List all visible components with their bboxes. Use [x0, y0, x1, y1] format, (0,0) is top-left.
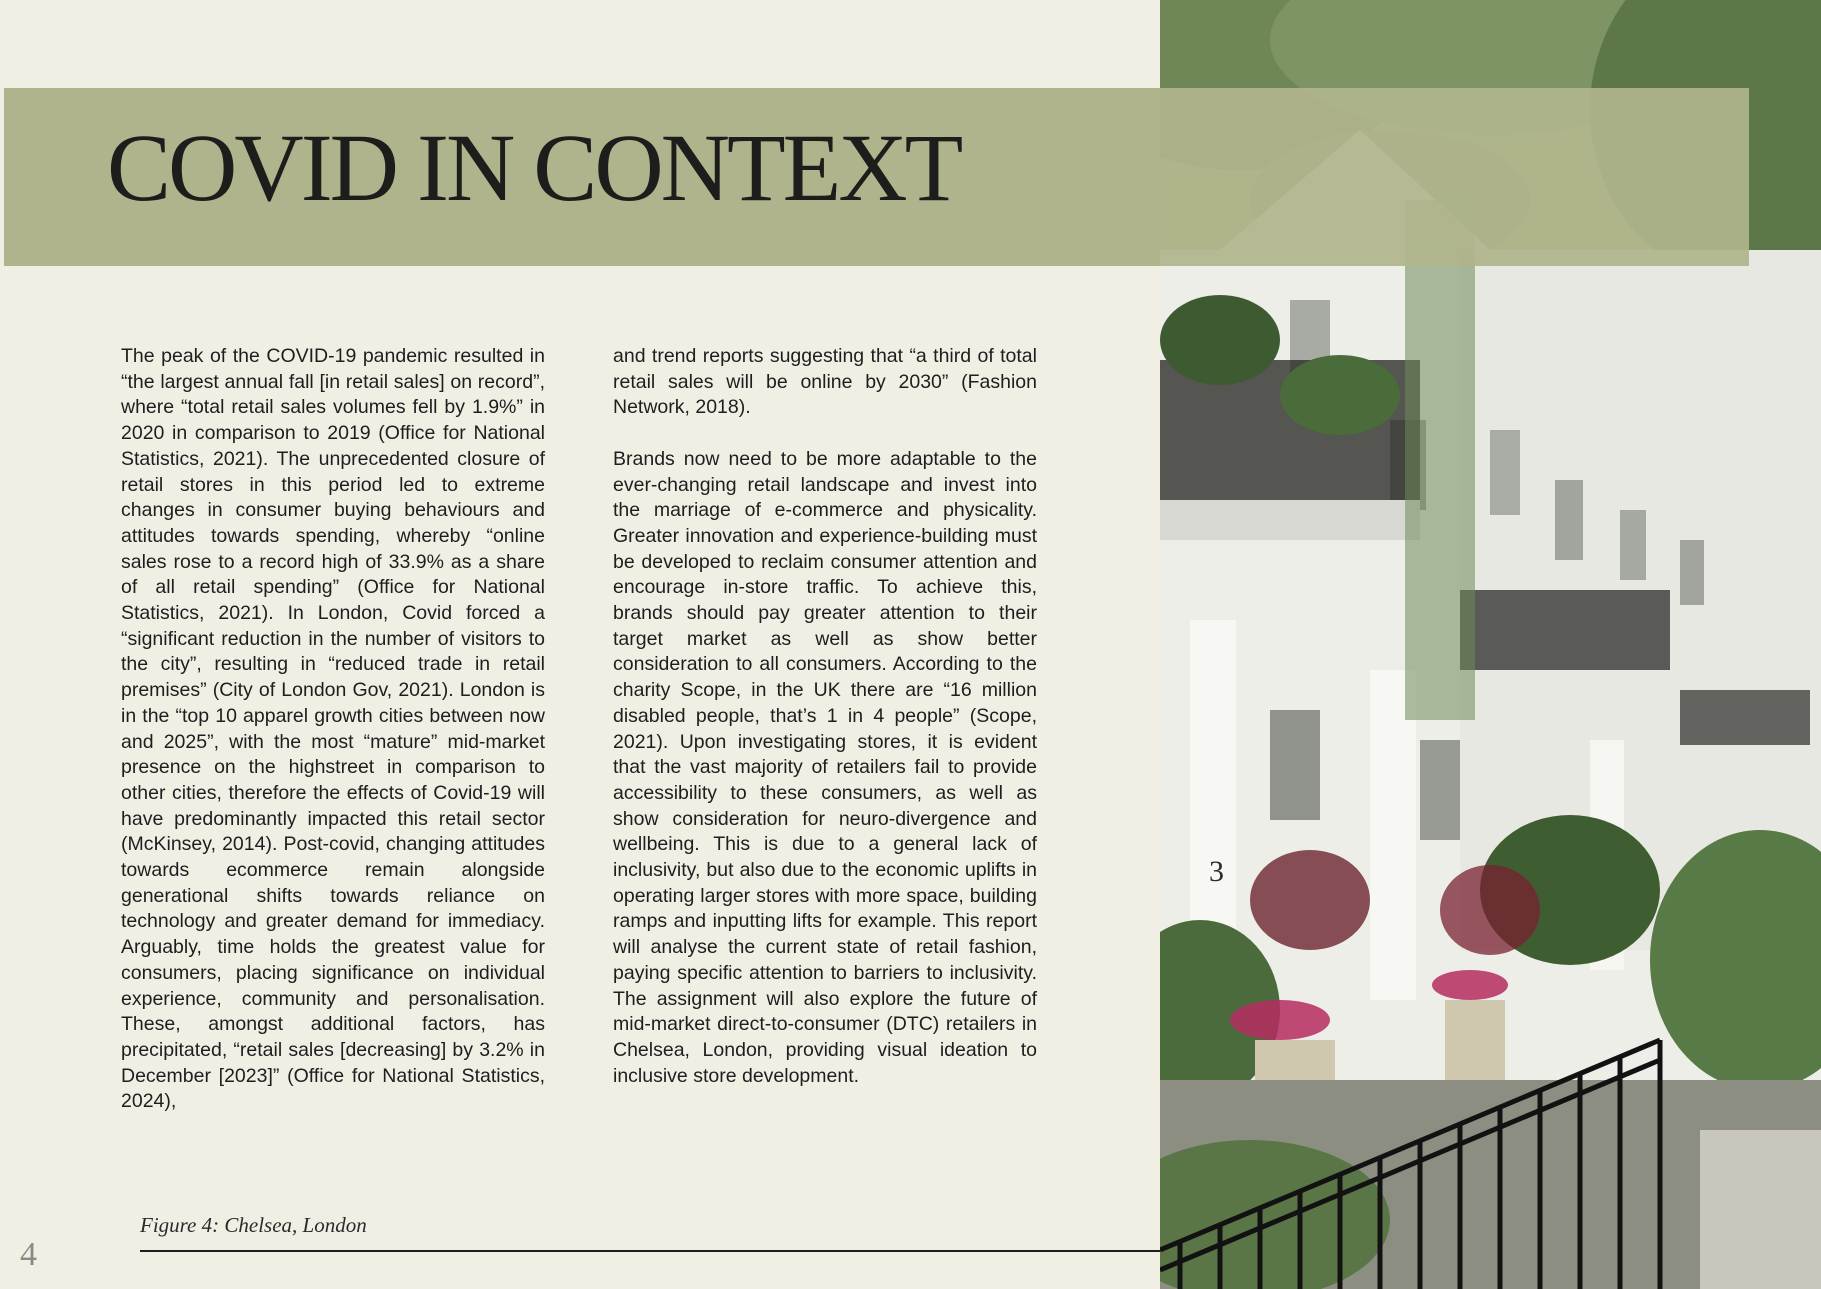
body-paragraph: The peak of the COVID-19 pandemic resulted in “the largest annual fall [in retail sales] on record”, where “total retail sales volumes fell by 1.9%” in 2020 in comparison to 2019 (Office for National Statistics, 2021). The unprecedented closure of retail stores in this period led to extreme changes in consumer buying behaviours and attitudes towards spending, whereby “online sales rose to a record high of 33.9% as a share of all retail spending” (Office for National Statistics, 2021). In London, Covid forced a “significant reduction in the number of visitors to the city”, resulting in “reduced trade in retail premises” (City of London Gov, 2021). London is in the “top 10 apparel growth cities between now and 2025”, with the most “mature” mid-market presence on the highstreet in comparison to other cities, therefore the effects of Covid-19 will have predominantly impacted this retail sector (McKinsey, 2014). Post-covid, changing attitudes towards ecommerce remain alongside generational shifts towards reliance on technology and greater demand for immediacy. Arguably, time holds the greatest value for consumers, placing significance on individual experience, community and personalisation. These, amongst additional factors, has precipitated, “retail sales [decreasing] by 3.2% in December [2023]” (Office for National Statistics, 2024), — [121, 345, 545, 1113]
body-column-1 — [121, 344, 545, 1141]
figure-caption: Figure 4: Chelsea, London — [140, 1213, 367, 1237]
body-paragraph: Brands now need to be more adaptable to the ever-changing retail landscape and invest into the marriage of e-commerce and physicality. Greater innovation and experience-building must be developed to reclaim consumer attention and encourage in-store traffic. To achieve this, brands should pay greater attention to their target market as well as show better consideration to all consumers. According to the charity Scope, in the UK there are “16 million disabled people, that’s 1 in 4 people” (Scope, 2021). Upon investigating stores, it is evident that the vast majority of retailers fail to provide accessibility to these consumers, as well as show consideration for neuro-divergence and wellbeing. This is due to a general lack of inclusivity, but also due to the economic uplifts in operating larger stores with more space, building ramps and inputting lifts for example. This report will analyse the current state of retail fashion, paying specific attention to barriers to inclusivity. The assignment will also explore the future of mid-market direct-to-consumer (DTC) retailers in Chelsea, London, providing visual ideation to inclusive store development. — [613, 447, 1037, 1087]
page-title: COVID IN CONTEXT — [107, 114, 961, 221]
body-paragraph: and trend reports suggesting that “a third of total retail sales will be online by 2030” (Fashion Network, 2018). — [613, 345, 1037, 419]
page-number: 4 — [20, 1236, 37, 1273]
caption-divider — [140, 1250, 1160, 1252]
body-column-2 — [613, 344, 1037, 1115]
photo-page-number: 3 — [1209, 855, 1224, 888]
